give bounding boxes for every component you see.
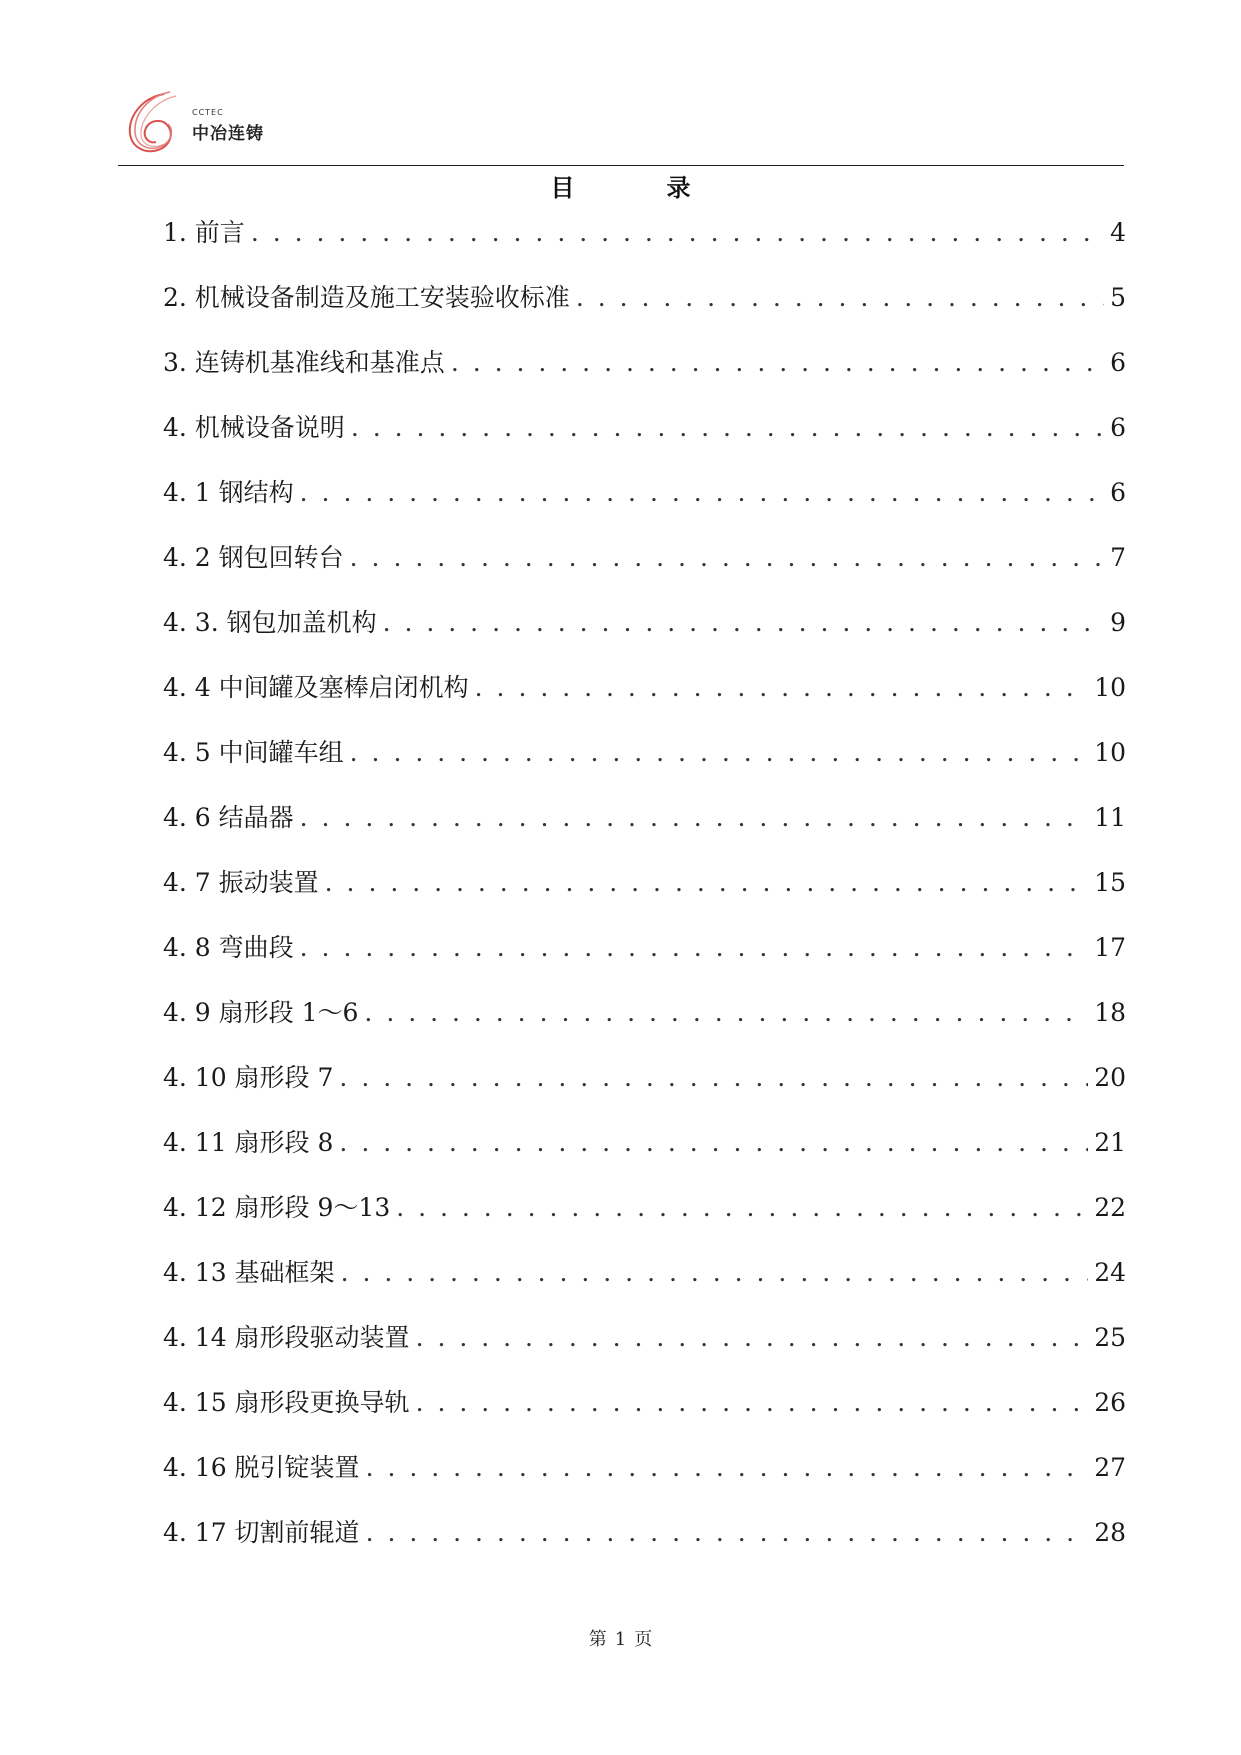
page-header (0, 0, 1241, 168)
toc-entry-label: 4. 8 弯曲段 (163, 933, 294, 962)
toc-entry[interactable] (163, 278, 1126, 343)
toc-entry[interactable] (163, 1123, 1126, 1188)
toc-entry-label: 4. 15 扇形段更换导轨 (163, 1388, 410, 1417)
toc-entry-label: 4. 1 钢结构 (163, 478, 294, 507)
toc-entry-label: 4. 机械设备说明 (163, 413, 345, 442)
toc-entry[interactable] (163, 1253, 1126, 1318)
toc-leader-dots (451, 343, 1104, 383)
toc-entry-page: 22 (1094, 1193, 1126, 1222)
toc-entry[interactable] (163, 1513, 1126, 1578)
toc-entry[interactable] (163, 928, 1126, 993)
toc-entry-page: 24 (1094, 1258, 1126, 1287)
cctec-swirl-logo-icon (124, 88, 188, 158)
toc-title-char-2: 录 (666, 174, 691, 202)
toc-entry-page: 20 (1094, 1063, 1126, 1092)
toc-leader-dots (416, 1383, 1089, 1423)
company-logo (124, 88, 284, 158)
toc-entry-page: 25 (1094, 1323, 1126, 1352)
toc-entry-page: 10 (1094, 738, 1126, 767)
toc-entry[interactable] (163, 733, 1126, 798)
toc-entry[interactable] (163, 1058, 1126, 1123)
toc-entry-page: 6 (1110, 348, 1126, 377)
toc-leader-dots (576, 278, 1104, 318)
toc-entry[interactable] (163, 213, 1126, 278)
toc-entry-label: 3. 连铸机基准线和基准点 (163, 348, 445, 377)
toc-leader-dots (341, 1253, 1089, 1293)
toc-entry-label: 4. 16 脱引锭装置 (163, 1453, 360, 1482)
toc-title (0, 168, 1241, 203)
toc-title-char-1: 目 (550, 174, 575, 202)
toc-entry-page: 15 (1094, 868, 1126, 897)
toc-entry-label: 4. 3. 钢包加盖机构 (163, 608, 377, 637)
toc-leader-dots (251, 213, 1104, 253)
toc-entry-page: 11 (1094, 803, 1126, 832)
toc-entry-label: 4. 17 切割前辊道 (163, 1518, 360, 1547)
footer-suffix: 页 (634, 1629, 653, 1650)
toc-entry[interactable] (163, 993, 1126, 1058)
toc-entry-page: 17 (1094, 933, 1126, 962)
toc-entry-page: 6 (1110, 413, 1126, 442)
toc-leader-dots (350, 538, 1104, 578)
toc-list (163, 213, 1126, 1578)
toc-leader-dots (366, 1448, 1089, 1488)
toc-leader-dots (300, 798, 1089, 838)
toc-entry-label: 4. 7 振动装置 (163, 868, 319, 897)
toc-entry[interactable] (163, 798, 1126, 863)
toc-entry-page: 21 (1094, 1128, 1126, 1157)
toc-leader-dots (475, 668, 1089, 708)
toc-leader-dots (351, 408, 1104, 448)
toc-leader-dots (300, 473, 1104, 513)
toc-entry-page: 28 (1094, 1518, 1126, 1547)
toc-leader-dots (325, 863, 1089, 903)
toc-entry-label: 4. 2 钢包回转台 (163, 543, 344, 572)
toc-entry-page: 4 (1110, 218, 1126, 247)
toc-entry-label: 4. 14 扇形段驱动装置 (163, 1323, 410, 1352)
logo-chinese-text: 中冶连铸 (192, 124, 264, 144)
toc-entry-page: 7 (1110, 543, 1126, 572)
toc-entry[interactable] (163, 863, 1126, 928)
toc-entry[interactable] (163, 603, 1126, 668)
toc-leader-dots (416, 1318, 1089, 1358)
toc-entry-label: 4. 12 扇形段 9～13 (163, 1193, 391, 1222)
toc-entry[interactable] (163, 1188, 1126, 1253)
toc-entry-label: 2. 机械设备制造及施工安装验收标准 (163, 283, 570, 312)
toc-entry-label: 4. 13 基础框架 (163, 1258, 335, 1287)
toc-entry-label: 4. 4 中间罐及塞棒启闭机构 (163, 673, 469, 702)
toc-entry[interactable] (163, 473, 1126, 538)
toc-entry[interactable] (163, 408, 1126, 473)
toc-entry-page: 27 (1094, 1453, 1126, 1482)
logo-english-text: CCTEC (192, 108, 224, 117)
toc-entry[interactable] (163, 1448, 1126, 1513)
toc-leader-dots (300, 928, 1089, 968)
toc-entry-page: 26 (1094, 1388, 1126, 1417)
toc-entry-page: 6 (1110, 478, 1126, 507)
toc-leader-dots (396, 1188, 1088, 1228)
toc-entry[interactable] (163, 1383, 1126, 1448)
toc-entry-label: 4. 6 结晶器 (163, 803, 294, 832)
toc-entry[interactable] (163, 668, 1126, 733)
toc-entry-label: 4. 11 扇形段 8 (163, 1128, 334, 1157)
toc-leader-dots (366, 1513, 1089, 1553)
toc-entry-page: 5 (1110, 283, 1126, 312)
toc-entry-label: 1. 前言 (163, 218, 245, 247)
toc-leader-dots (339, 1123, 1088, 1163)
toc-entry[interactable] (163, 343, 1126, 408)
toc-entry-page: 9 (1110, 608, 1126, 637)
toc-entry[interactable] (163, 538, 1126, 603)
toc-entry-label: 4. 5 中间罐车组 (163, 738, 344, 767)
toc-entry[interactable] (163, 1318, 1126, 1383)
toc-leader-dots (383, 603, 1104, 643)
page-footer (0, 1625, 1241, 1651)
toc-leader-dots (350, 733, 1089, 773)
header-rule (118, 165, 1124, 166)
footer-page-number: 1 (614, 1629, 627, 1650)
footer-prefix: 第 (588, 1629, 607, 1650)
toc-entry-page: 18 (1094, 998, 1126, 1027)
toc-leader-dots (339, 1058, 1088, 1098)
toc-entry-page: 10 (1094, 673, 1126, 702)
toc-entry-label: 4. 10 扇形段 7 (163, 1063, 334, 1092)
toc-entry-label: 4. 9 扇形段 1～6 (163, 998, 359, 1027)
toc-leader-dots (364, 993, 1088, 1033)
